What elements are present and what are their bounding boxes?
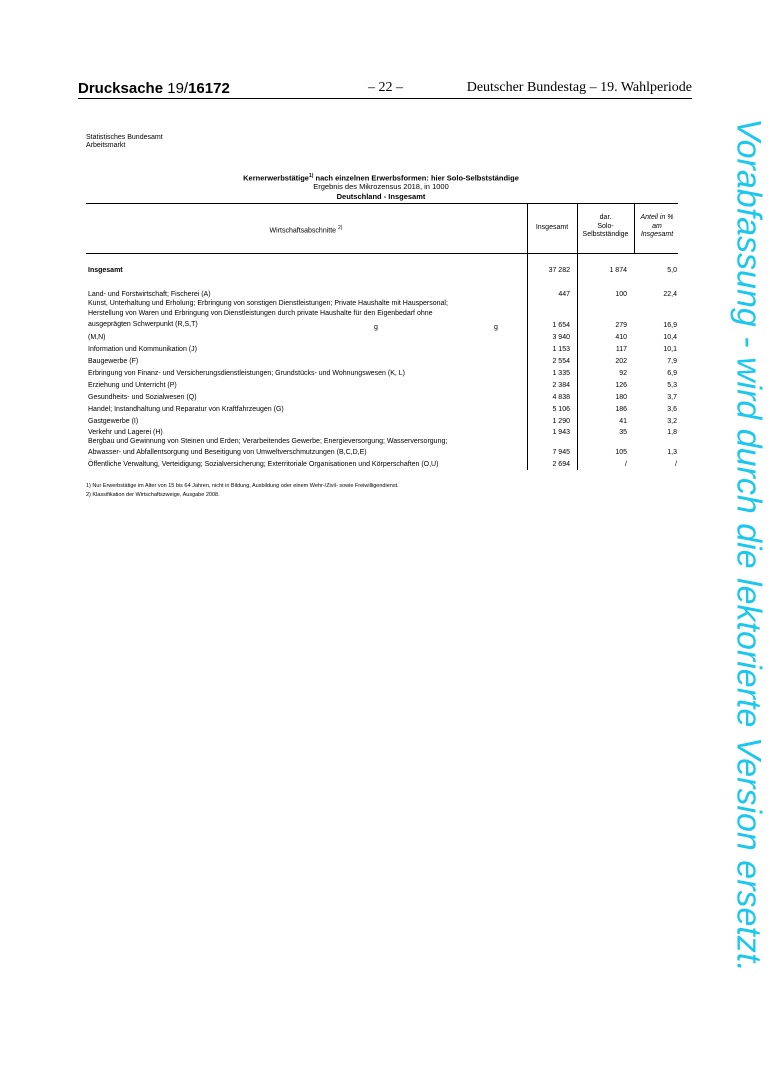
- cell-solo: 279: [615, 322, 627, 329]
- cell-insgesamt: 5 106: [552, 406, 570, 413]
- cell-insgesamt: 37 282: [548, 267, 570, 274]
- row-label: Verkehr und Lagerei (H): [88, 429, 163, 436]
- cell-solo: 1 874: [609, 267, 627, 274]
- cell-solo: 105: [615, 449, 627, 456]
- parliament-header: Deutscher Bundestag – 19. Wahlperiode: [466, 80, 692, 95]
- cell-anteil: 22,4: [663, 291, 677, 298]
- row-label-total: Insgesamt: [88, 267, 123, 274]
- cell-insgesamt: 1 153: [552, 346, 570, 353]
- column-header-solo: dar. Solo- Selbstständige: [582, 214, 629, 238]
- cell-solo: 126: [615, 382, 627, 389]
- page-number: – 22 –: [368, 80, 403, 95]
- cell-insgesamt: 7 945: [552, 449, 570, 456]
- cell-solo: 35: [619, 429, 627, 436]
- cell-anteil: 3,6: [667, 406, 677, 413]
- cell-insgesamt: 1 943: [552, 429, 570, 436]
- cell-insgesamt: 447: [558, 291, 570, 298]
- table-header-rule: [86, 253, 678, 254]
- cell-anteil: 7,9: [667, 358, 677, 365]
- cell-anteil: 5,0: [667, 267, 677, 274]
- table-top-rule: [86, 203, 678, 204]
- source-line-2: Arbeitsmarkt: [86, 142, 126, 149]
- row-label-line: Abwasser- und Abfallentsorgung und Beseitigung von Umweltverschmutzungen (B,C,D,E): [88, 449, 367, 456]
- row-label-line: ausgeprägten Schwerpunkt (R,S,T): [88, 321, 198, 328]
- cell-anteil: 1,3: [667, 449, 677, 456]
- cell-anteil: /: [675, 461, 677, 468]
- cell-solo: 100: [615, 291, 627, 298]
- stray-glyph: g: [494, 324, 498, 331]
- row-label: Gesundheits- und Sozialwesen (Q): [88, 394, 197, 401]
- table-title: Kernerwerbstätige$^{1)}$ nach einzelnen Erwerbsformen: hier Solo-Selbstständige: [243, 173, 519, 183]
- row-label: Erziehung und Unterricht (P): [88, 382, 177, 389]
- table-region: Deutschland - Insgesamt: [336, 192, 426, 201]
- row-label: (M,N): [88, 334, 106, 341]
- cell-anteil: 5,3: [667, 382, 677, 389]
- cell-solo: 117: [615, 346, 627, 353]
- row-label: Gastgewerbe (I): [88, 418, 139, 425]
- table-subtitle: Ergebnis des Mikrozensus 2018, in 1000: [313, 182, 449, 191]
- cell-anteil: 1,8: [667, 429, 677, 436]
- cell-insgesamt: 2 554: [552, 358, 570, 365]
- column-header-insgesamt: Insgesamt: [535, 224, 569, 231]
- source-block: [86, 134, 163, 150]
- cell-insgesamt: 3 940: [552, 334, 570, 341]
- source-line-1: Statistisches Bundesamt: [86, 134, 163, 141]
- cell-solo: /: [625, 461, 627, 468]
- cell-anteil: 16,9: [663, 322, 677, 329]
- stray-glyph: g: [374, 324, 378, 331]
- header-rule: [78, 98, 692, 99]
- cell-solo: 41: [619, 418, 627, 425]
- cell-insgesamt: 4 838: [552, 394, 570, 401]
- cell-insgesamt: 2 694: [552, 461, 570, 468]
- cell-solo: 186: [615, 406, 627, 413]
- row-label-line: Bergbau und Gewinnung von Steinen und Erden; Verarbeitendes Gewerbe; Energieversorgung; Wasserversorgung;: [88, 438, 448, 445]
- footnote-2: 2) Klassifikation der Wirtschaftszweige, Ausgabe 2008.: [86, 492, 220, 498]
- row-label-line: Kunst, Unterhaltung und Erholung; Erbringung von sonstigen Dienstleistungen; Private Haushalte mit Hauspersonal;: [88, 300, 448, 307]
- row-label: Erbringung von Finanz- und Versicherungsdienstleistungen; Grundstücks- und Wohnungswesen (K, L): [88, 370, 405, 377]
- row-label-line: Herstellung von Waren und Erbringung von Dienstleistungen durch private Haushalte für den Eigenbedarf ohne: [88, 310, 433, 317]
- cell-insgesamt: 2 384: [552, 382, 570, 389]
- row-label: Öffentliche Verwaltung, Verteidigung; Sozialversicherung; Exterritoriale Organisationen und Körperschaften (O,U): [88, 461, 439, 468]
- row-label: Handel; Instandhaltung und Reparatur von Kraftfahrzeugen (G): [88, 406, 284, 413]
- cell-solo: 92: [619, 370, 627, 377]
- row-label: Land- und Forstwirtschaft; Fischerei (A): [88, 291, 211, 298]
- row-label: Baugewerbe (F): [88, 358, 139, 365]
- column-header-anteil: Anteil in % am Insgesamt: [640, 214, 674, 238]
- cell-solo: 180: [615, 394, 627, 401]
- row-label: Information und Kommunikation (J): [88, 346, 197, 353]
- cell-anteil: 3,7: [667, 394, 677, 401]
- cell-anteil: 6,9: [667, 370, 677, 377]
- cell-anteil: 10,4: [663, 334, 677, 341]
- cell-anteil: 10,1: [663, 346, 677, 353]
- cell-insgesamt: 1 654: [552, 322, 570, 329]
- cell-solo: 410: [615, 334, 627, 341]
- cell-insgesamt: 1 335: [552, 370, 570, 377]
- drucksache-number: Drucksache 19/16172: [78, 80, 230, 97]
- footnote-1: 1) Nur Erwerbstätige im Alter von 15 bis 64 Jahren, nicht in Bildung, Ausbildung oder einem Wehr-/Zivil- sowie Freiwilligendienst.: [86, 483, 399, 489]
- cell-anteil: 3,2: [667, 418, 677, 425]
- cell-solo: 202: [615, 358, 627, 365]
- cell-insgesamt: 1 290: [552, 418, 570, 425]
- column-header-wirtschaft: Wirtschaftsabschnitte $^{2)}$: [269, 225, 343, 235]
